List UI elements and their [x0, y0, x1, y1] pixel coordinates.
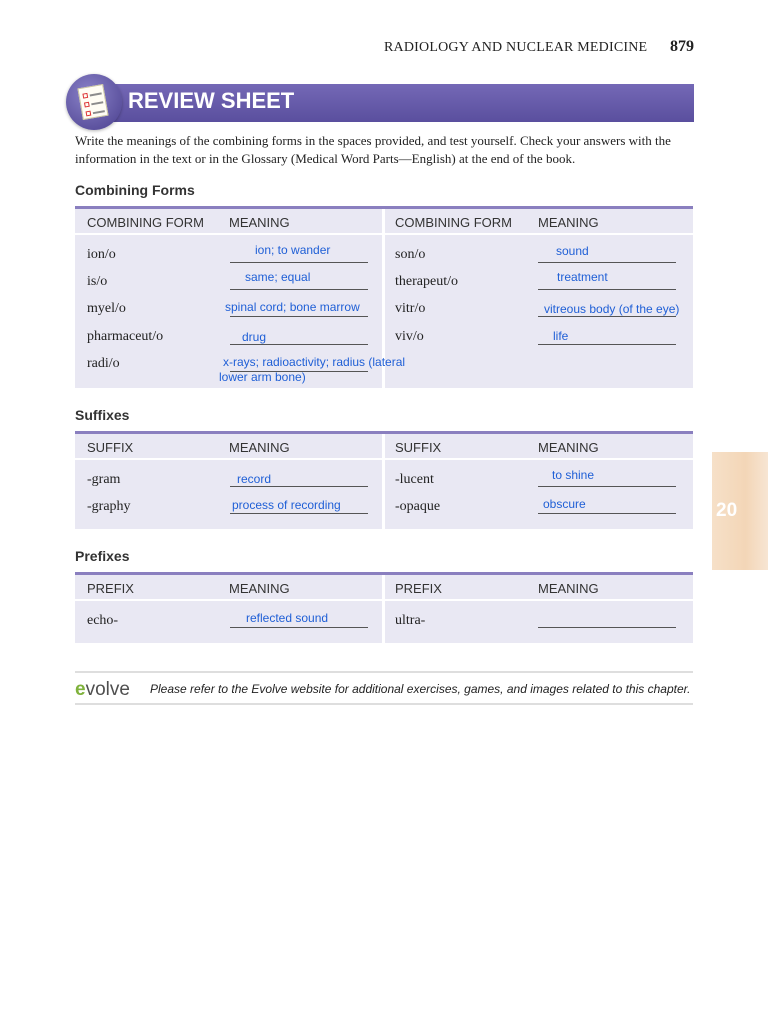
term: myel/o — [87, 301, 126, 316]
review-sheet-banner — [84, 84, 694, 122]
answer-text: treatment — [557, 270, 608, 284]
banner-title: REVIEW SHEET — [128, 88, 295, 113]
column-header: PREFIX — [395, 581, 442, 596]
term: -lucent — [395, 472, 434, 487]
term: pharmaceut/o — [87, 329, 164, 344]
term: son/o — [395, 247, 426, 262]
answer-text: lower arm bone) — [219, 370, 306, 384]
answer-text: obscure — [543, 497, 586, 511]
answer-text: ion; to wander — [255, 243, 331, 257]
answer-text: life — [553, 329, 569, 343]
evolve-note — [75, 671, 693, 705]
column-header: MEANING — [538, 440, 599, 455]
chapter-tab — [712, 452, 768, 570]
combining-forms-table — [75, 206, 693, 388]
answer-text: drug — [242, 330, 267, 344]
term: radi/o — [87, 356, 120, 371]
answer-text: spinal cord; bone marrow — [225, 300, 360, 314]
column-header: SUFFIX — [87, 440, 134, 455]
column-header: MEANING — [229, 581, 290, 596]
term: -gram — [87, 472, 121, 487]
suffixes-table — [75, 431, 693, 529]
evolve-logo: evolve — [75, 679, 130, 700]
term: ion/o — [87, 247, 116, 262]
column-header: MEANING — [538, 215, 599, 230]
column-header: PREFIX — [87, 581, 134, 596]
term: therapeut/o — [395, 274, 458, 289]
term: -graphy — [87, 499, 131, 514]
combining-forms-heading: Combining Forms — [75, 182, 195, 198]
term: viv/o — [395, 329, 424, 344]
column-header: COMBINING FORM — [395, 215, 512, 230]
instructions: Write the meanings of the combining forms in the spaces provided, and test yourself. Check your answers with the information in the text or in the Glossary (Medical Word Parts—English) at the end of the book. — [75, 133, 671, 166]
column-header: MEANING — [229, 440, 290, 455]
answer-text: reflected sound — [246, 611, 329, 625]
answer-text: x-rays; radioactivity; radius (lateral — [223, 355, 406, 369]
checklist-icon — [66, 74, 122, 130]
column-header: COMBINING FORM — [87, 215, 204, 230]
answer-text: vitreous body (of the eye) — [544, 302, 680, 316]
answer-text: to shine — [552, 468, 595, 482]
page-number: 879 — [670, 38, 694, 55]
term: -opaque — [395, 499, 441, 514]
column-header: MEANING — [538, 581, 599, 596]
column-header: SUFFIX — [395, 440, 442, 455]
term: ultra- — [395, 613, 426, 628]
running-head — [380, 38, 694, 58]
prefixes-table — [75, 572, 693, 643]
term: is/o — [87, 274, 108, 289]
chapter-number: 20 — [716, 500, 738, 521]
term: vitr/o — [395, 301, 426, 316]
evolve-text: Please refer to the Evolve website for additional exercises, games, and images related to this chapter. — [150, 682, 691, 696]
answer-text: same; equal — [245, 270, 311, 284]
running-head-title: RADIOLOGY AND NUCLEAR MEDICINE — [384, 40, 648, 55]
answer-text: sound — [556, 244, 589, 258]
answer-text: process of recording — [232, 498, 341, 512]
answer-blank[interactable] — [538, 612, 676, 628]
prefixes-heading: Prefixes — [75, 548, 130, 564]
column-header: MEANING — [229, 215, 290, 230]
suffixes-heading: Suffixes — [75, 407, 130, 423]
term: echo- — [87, 613, 119, 628]
answer-text: record — [237, 472, 272, 486]
